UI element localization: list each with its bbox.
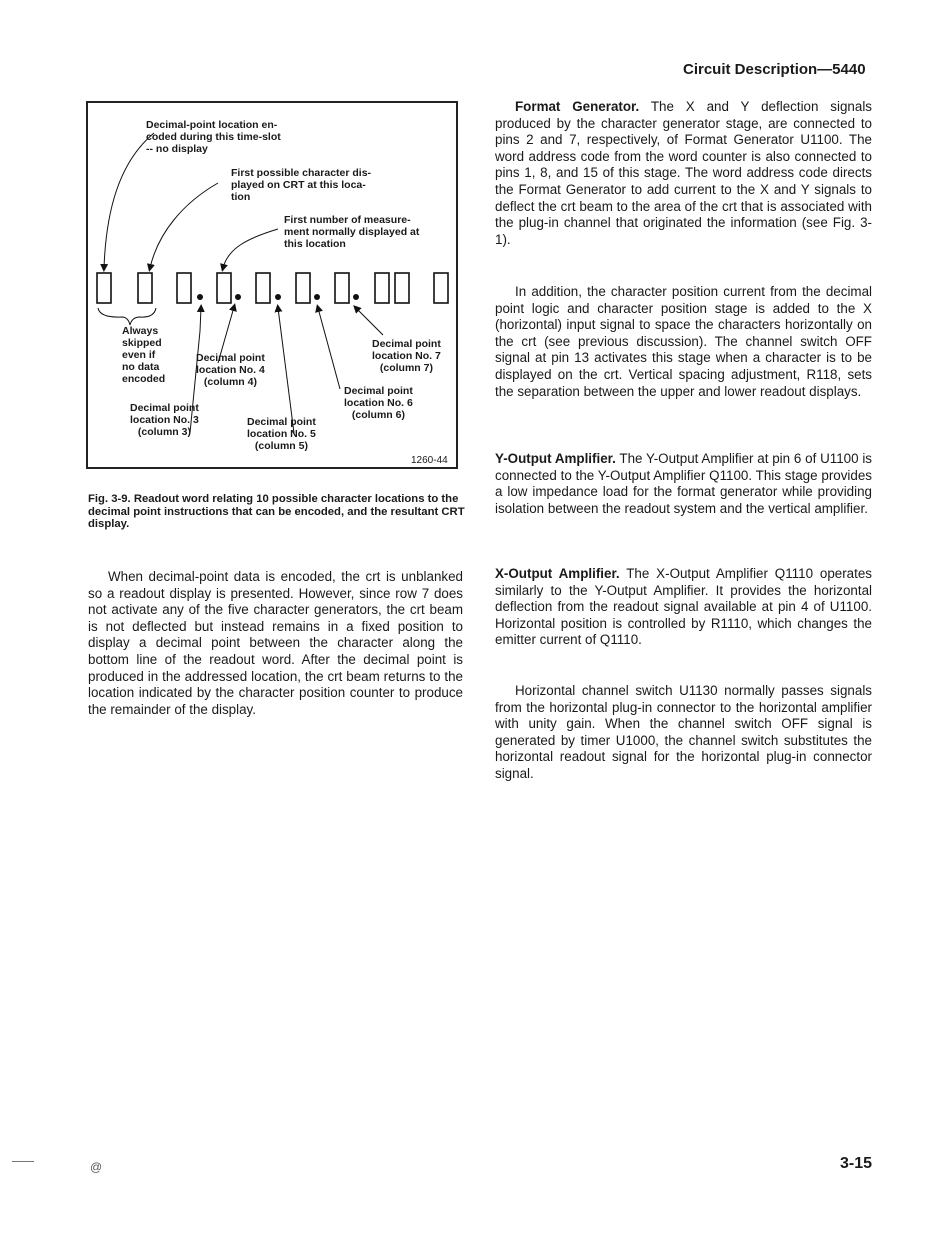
format-generator-heading: Format Generator. xyxy=(515,99,640,114)
label-first-number: First number of measure- ment normally displayed at this location xyxy=(284,214,420,250)
char-location-9 xyxy=(395,273,409,303)
page-header-title: Circuit Description—5440 xyxy=(683,61,866,78)
char-location-6 xyxy=(296,273,310,303)
char-location-4 xyxy=(217,273,231,303)
footer-mark: @ xyxy=(90,1160,103,1174)
char-location-2 xyxy=(138,273,152,303)
label-dp-7: Decimal point location No. 7 (column 7) xyxy=(372,338,441,374)
figure-caption: Fig. 3-9. Readout word relating 10 possible character locations to the decimal point instructions that can be encoded, and the resultant CRT display. xyxy=(88,493,465,530)
label-encoded-slot: Decimal-point location en- coded during this time-slot -- no display xyxy=(146,119,281,155)
char-location-7 xyxy=(335,273,349,303)
y-output-text: The Y-Output Amplifier at pin 6 of U1100 is connected to the Y-Output Amplifier Q1100. This stage provides a low impedance load for the format generator while providing isolation between the readout system and the vertical amplifier. xyxy=(495,451,872,516)
label-first-character: First possible character dis- played on CRT at this loca- tion xyxy=(231,167,372,203)
label-dp-5: Decimal point location No. 5 (column 5) xyxy=(247,416,316,452)
format-generator-text: The X and Y deflection signals produced by the character generator stage, are connected to pins 2 and 7, respectively, of Format Generator U1100. The word address code from the word counter is also connected to pins 1, 8, and 15 of this stage. The word address code directs the Format Generator to add current to the X and Y signals to deflect the crt beam to the area of the crt that is associated with the plug-in channel that originated the information (see Fig. 3-1). xyxy=(495,99,872,247)
y-output-heading: Y-Output Amplifier. xyxy=(495,451,616,466)
label-dp-4: Decimal point location No. 4 (column 4) xyxy=(196,352,265,388)
char-location-5 xyxy=(256,273,270,303)
margin-mark xyxy=(12,1161,34,1162)
x-output-paragraph xyxy=(495,566,872,649)
label-always-skipped: Always skipped even if no data encoded xyxy=(122,325,166,385)
page-number: 3-15 xyxy=(840,1155,873,1172)
char-location-1 xyxy=(97,273,111,303)
char-location-10 xyxy=(434,273,448,303)
y-output-paragraph xyxy=(495,451,872,517)
x-output-heading: X-Output Amplifier. xyxy=(495,566,620,581)
figure-3-9 xyxy=(86,101,458,469)
character-locations xyxy=(97,273,448,303)
label-dp-3: Decimal point location No. 3 (column 3) xyxy=(130,402,199,438)
char-location-8 xyxy=(375,273,389,303)
label-dp-6: Decimal point location No. 6 (column 6) xyxy=(344,385,413,421)
char-location-3 xyxy=(177,273,191,303)
horizontal-switch-paragraph: Horizontal channel switch U1130 normally passes signals from the horizontal plug-in connector to the horizontal amplifier with unity gain. When the channel switch OFF signal is generated by timer U1000, the channel switch substitutes the horizontal readout signal for the horizontal plug-in connector signal. xyxy=(495,683,872,781)
x-output-text: The X-Output Amplifier Q1110 operates similarly to the Y-Output Amplifier. It provides the horizontal deflection from the readout signal available at pin 4 of U1100. Horizontal position is controlled by R1110, which changes the emitter current of Q1110. xyxy=(495,566,872,648)
format-generator-paragraph xyxy=(495,99,872,248)
left-paragraph-decimal-point: When decimal-point data is encoded, the crt is unblanked so a readout display is presented. However, since row 7 does not activate any of the five character generators, the crt beam is not deflected but instead remains in a fixed position to display a decimal point between the character along the bottom line of the readout word. After the decimal point is produced in the addressed location, the crt beam returns to the location indicated by the character position counter to produce the remainder of the display. xyxy=(88,569,463,717)
character-position-paragraph: In addition, the character position current from the decimal point logic and character position stage is added to the X (horizontal) input signal to space the characters horizontally on the crt (see previous discussion). The channel switch OFF signal at pin 13 activates this stage when a character is to be displayed on the crt. Vertical spacing adjustment, R118, sets the separation between the upper and lower readout displays. xyxy=(495,284,872,399)
figure-id: 1260-44 xyxy=(411,455,448,466)
